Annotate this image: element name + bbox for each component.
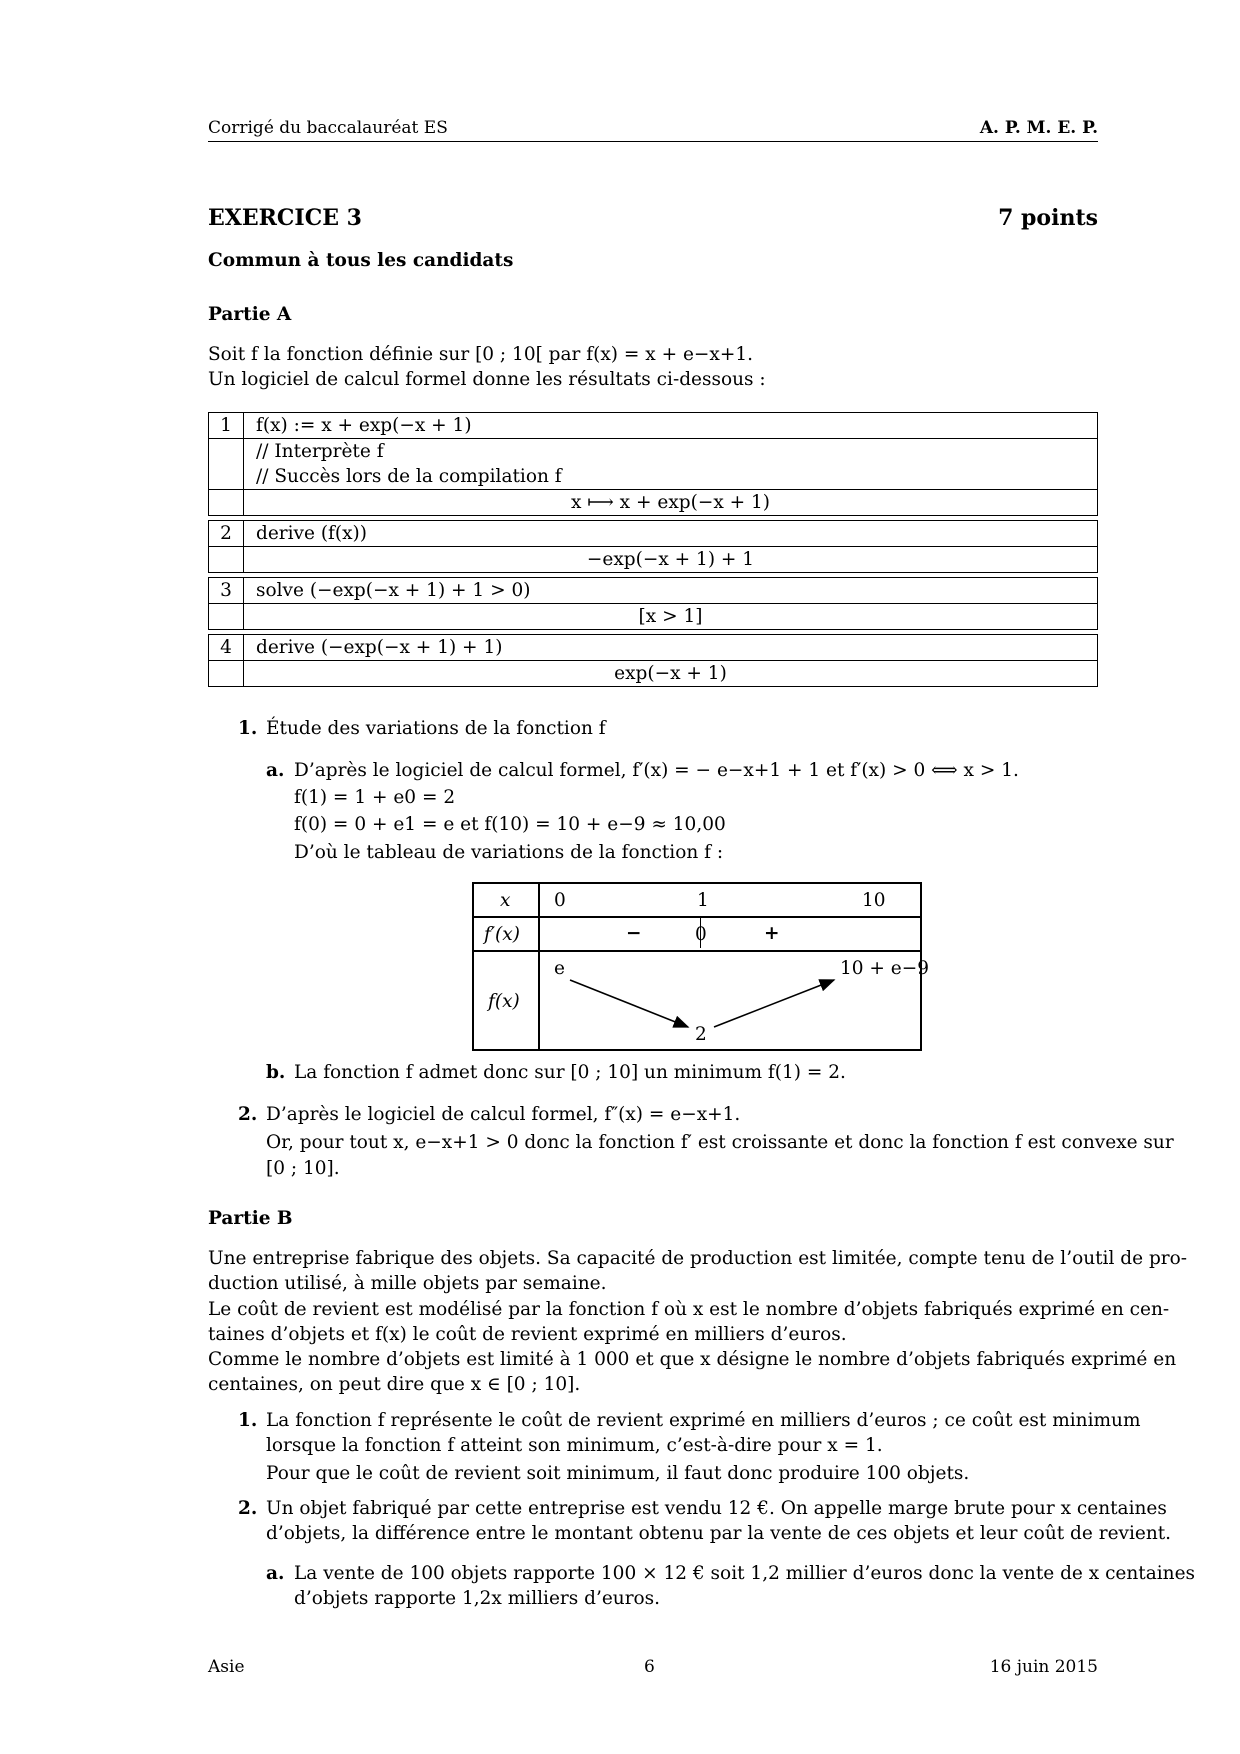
vt-zero: 0 (695, 924, 707, 945)
header-right: A. P. M. E. P. (979, 118, 1098, 138)
q1-text: Étude des variations de la fonction f (266, 718, 606, 739)
vt-x1: 1 (697, 890, 709, 911)
software-comment: // Interprète f // Succès lors de la compilation f (256, 441, 562, 487)
software-num: 3 (209, 578, 244, 603)
q2-line2: Or, pour tout x, e−x+1 > 0 donc la fonction f′ est croissante et donc la fonction f est convexe sur (266, 1132, 1174, 1153)
vt-f-min: 2 (695, 1024, 707, 1045)
software-command: solve (−exp(−x + 1) + 1 > 0) (256, 580, 531, 601)
software-command: f(x) := x + exp(−x + 1) (256, 415, 472, 436)
vt-f-end: 10 + e−9 (840, 958, 930, 979)
software-result: [x > 1] (638, 606, 703, 627)
footer-page-number: 6 (644, 1657, 655, 1677)
software-block-3 (208, 577, 1098, 630)
software-block-1 (208, 412, 1098, 516)
exercise-title: EXERCICE 3 (208, 205, 362, 231)
footer-right: 16 juin 2015 (989, 1657, 1098, 1677)
variation-table (472, 882, 930, 1051)
vt-f-label: f(x) (488, 991, 520, 1012)
exercise-subtitle: Commun à tous les candidats (208, 250, 514, 271)
partB-q2-line2: d’objets, la différence entre le montant obtenu par la vente de ces objets et leur coût de revient. (266, 1523, 1172, 1544)
q1b-text: La fonction f admet donc sur [0 ; 10] un minimum f(1) = 2. (294, 1062, 846, 1083)
header-left: Corrigé du baccalauréat ES (208, 118, 448, 138)
vt-sign-left: − (626, 923, 642, 944)
partB-p5: Comme le nombre d’objets est limité à 1 000 et que x désigne le nombre d’objets fabriqués exprimé en (208, 1349, 1177, 1370)
software-block-4 (208, 634, 1098, 687)
software-command: derive (f(x)) (256, 523, 367, 544)
partB-q1-line1: La fonction f représente le coût de revient exprimé en milliers d’euros ; ce coût est minimum (266, 1410, 1141, 1431)
partB-q1-line3: Pour que le coût de revient soit minimum, il faut donc produire 100 objets. (266, 1463, 970, 1484)
partB-p1: Une entreprise fabrique des objets. Sa capacité de production est limitée, compte tenu de l’outil de pro- (208, 1248, 1188, 1269)
q2-line1: D’après le logiciel de calcul formel, f″(x) = e−x+1. (266, 1104, 741, 1125)
partB-q2-line1: Un objet fabriqué par cette entreprise est vendu 12 €. On appelle marge brute pour x centaines (266, 1498, 1167, 1519)
software-result: x ⟼ x + exp(−x + 1) (570, 492, 771, 513)
partB-q2-number: 2. (238, 1498, 258, 1519)
partB-q2a-label: a. (266, 1563, 285, 1584)
software-command: derive (−exp(−x + 1) + 1) (256, 637, 503, 658)
partA-intro2: Un logiciel de calcul formel donne les résultats ci-dessous : (208, 369, 766, 390)
vt-x2: 10 (862, 890, 886, 911)
software-result: exp(−x + 1) (614, 663, 727, 684)
vt-f-start: e (554, 958, 565, 979)
partB-q1-number: 1. (238, 1410, 258, 1431)
partB-q1-line2: lorsque la fonction f atteint son minimum, c’est-à-dire pour x = 1. (266, 1435, 883, 1456)
partB-p4: taines d’objets et f(x) le coût de revient exprimé en milliers d’euros. (208, 1324, 847, 1345)
partB-title: Partie B (208, 1208, 293, 1229)
partB-p6: centaines, on peut dire que x ∈ [0 ; 10]. (208, 1374, 581, 1395)
partB-p2: duction utilisé, à mille objets par semaine. (208, 1273, 607, 1294)
q1a-label: a. (266, 760, 285, 781)
vt-x0: 0 (554, 890, 566, 911)
q1-number: 1. (238, 718, 258, 739)
software-num: 4 (209, 635, 244, 660)
q1a-line3: f(0) = 0 + e1 = e et f(10) = 10 + e−9 ≈ 10,00 (294, 814, 726, 835)
partB-q2a-line2: d’objets rapporte 1,2x milliers d’euros. (294, 1588, 661, 1609)
partA-intro1: Soit f la fonction définie sur [0 ; 10[ par f(x) = x + e−x+1. (208, 344, 753, 365)
software-output (208, 412, 1098, 691)
exercise-points: 7 points (998, 205, 1098, 231)
vt-arrow-up (714, 980, 834, 1027)
software-num: 1 (209, 413, 244, 438)
vt-sign-right: + (764, 923, 780, 944)
header-rule (208, 141, 1098, 142)
vt-arrows (474, 884, 920, 1049)
vt-x-label: x (500, 890, 511, 911)
q2-number: 2. (238, 1104, 258, 1125)
software-block-2 (208, 520, 1098, 573)
vt-arrow-down (570, 980, 688, 1027)
q1a-line4: D’où le tableau de variations de la fonction f : (294, 842, 724, 863)
software-result: −exp(−x + 1) + 1 (586, 549, 755, 570)
partB-p3: Le coût de revient est modélisé par la fonction f où x est le nombre d’objets fabriqués exprimé en cen- (208, 1299, 1170, 1320)
footer-left: Asie (208, 1657, 245, 1677)
q2-line3: [0 ; 10]. (266, 1158, 340, 1179)
q1b-label: b. (266, 1062, 286, 1083)
q1a-line1: D’après le logiciel de calcul formel, f′(x) = − e−x+1 + 1 et f′(x) > 0 ⟺ x > 1. (294, 760, 1019, 781)
q1a-line2: f(1) = 1 + e0 = 2 (294, 787, 456, 808)
software-num: 2 (209, 521, 244, 546)
partA-title: Partie A (208, 304, 292, 325)
partB-q2a-line1: La vente de 100 objets rapporte 100 × 12 € soit 1,2 millier d’euros donc la vente de x centaines (294, 1563, 1196, 1584)
vt-fp-label: f′(x) (484, 924, 520, 945)
